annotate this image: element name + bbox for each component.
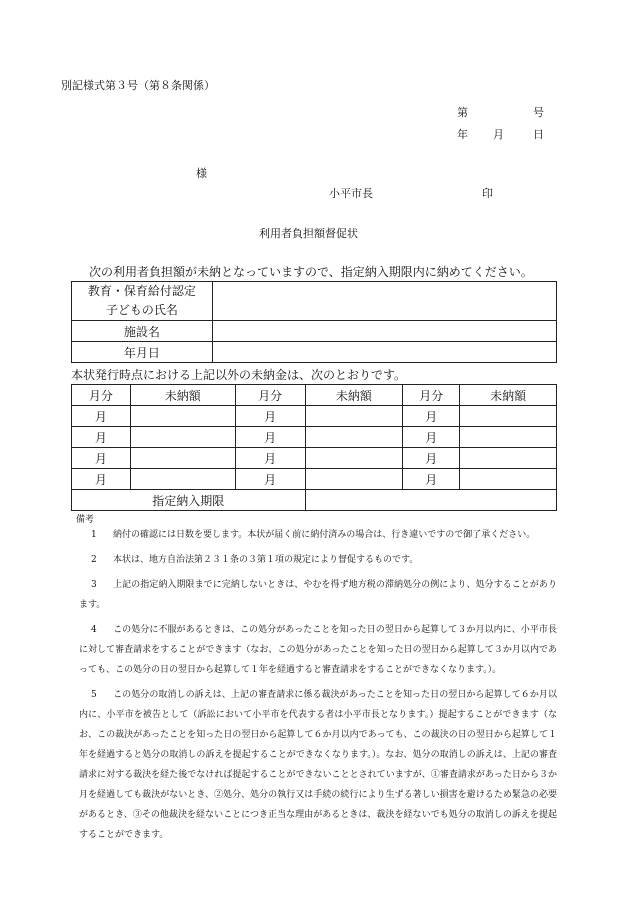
note-item: 5 この処分の取消しの訴えは、上記の審査請求に係る裁決があったことを知った日の翌日から起算して６か月以内に、小平市を被告として（訴訟において小平市を代表する者は小平市長となります。）提起することができます（なお、この裁決があったことを知った日の翌日から起算して６か月以内であっても、この裁決の日の翌日から起算して１年を経過すると処分の取消しの訴えを提起することができなくなります。）。なお、処分の取消しの訴えは、上記の審査請求に対する裁決を経た後でなければ提起することができないこととされていますが、①審査請求があった日から３か月を経過しても裁決がないとき、②処分、処分の執行又は手続の続行により生ずる著しい損害を避けるため緊急の必要があるとき、③その他裁決を経ないことにつき正当な理由があるときは、裁決を経ないでも処分の取消しの訴えを提起することができます。 (79, 690, 557, 840)
amount-cell (305, 469, 403, 490)
table-row (72, 321, 557, 342)
deadline-label: 指定納入期限 (72, 490, 306, 511)
table-row (72, 406, 557, 427)
month-cell: 月 (235, 406, 305, 427)
month-cell: 月 (72, 469, 131, 490)
table-row (72, 282, 557, 321)
amount-cell (460, 448, 557, 469)
amount-cell (130, 406, 235, 427)
date-year: 年 (457, 128, 468, 141)
document-title: 利用者負担額督促状 (259, 227, 358, 240)
unpaid-header-row (72, 385, 557, 406)
month-cell: 月 (235, 448, 305, 469)
month-cell: 月 (72, 406, 131, 427)
month-cell: 月 (403, 427, 460, 448)
month-cell: 月 (72, 448, 131, 469)
info-table (71, 281, 557, 363)
date-label: 年月日 (72, 342, 213, 363)
table-row (72, 342, 557, 363)
amount-header: 未納額 (305, 385, 403, 406)
date-value (212, 342, 556, 363)
date-day: 日 (533, 128, 544, 141)
notes-heading: 備考 (76, 515, 95, 525)
amount-cell (460, 469, 557, 490)
notes-list (79, 525, 557, 850)
note-item: 4 この処分に不服があるときは、この処分があったことを知った日の翌日から起算して３か月以内に、小平市長に対して審査請求をすることができます（なお、この処分があったことを知った日の翌日から起算して３か月以内であっても、この処分の日の翌日から起算して１年を経過すると審査請求をすることができなくなります。）。 (79, 625, 557, 675)
facility-value (212, 321, 556, 342)
unpaid-intro-text: 本状発行時点における上記以外の未納金は、次のとおりです。 (71, 368, 407, 382)
table-row (72, 469, 557, 490)
unpaid-table (71, 384, 557, 511)
child-name-label: 教育・保育給付認定 子どもの氏名 (72, 282, 213, 321)
amount-cell (305, 427, 403, 448)
month-header: 月分 (72, 385, 131, 406)
deadline-row (72, 490, 557, 511)
child-name-value (212, 282, 556, 321)
seal-mark: 印 (482, 187, 493, 200)
facility-label: 施設名 (72, 321, 213, 342)
month-header: 月分 (235, 385, 305, 406)
intro-text: 次の利用者負担額が未納となっていますので、指定納入期限内に納めてください。 (89, 265, 533, 279)
table-row (72, 448, 557, 469)
note-item: 1 納付の確認には日数を要します。本状が届く前に納付済みの場合は、行き違いですので御了承ください。 (91, 530, 536, 540)
month-cell: 月 (72, 427, 131, 448)
issuer-name: 小平市長 (329, 187, 373, 200)
addressee-suffix: 様 (196, 167, 207, 180)
table-row (72, 427, 557, 448)
month-cell: 月 (403, 406, 460, 427)
note-item: 3 上記の指定納入期限までに完納しないときは、やむを得ず地方税の滞納処分の例により、処分することがあります。 (79, 580, 557, 610)
amount-cell (130, 427, 235, 448)
number-suffix: 号 (533, 106, 544, 119)
month-cell: 月 (235, 427, 305, 448)
amount-cell (460, 406, 557, 427)
amount-cell (305, 406, 403, 427)
amount-header: 未納額 (460, 385, 557, 406)
number-prefix: 第 (457, 106, 468, 119)
month-header: 月分 (403, 385, 460, 406)
date-month: 月 (493, 128, 504, 141)
note-item: 2 本状は、地方自治法第２３１条の３第１項の規定により督促するものです。 (91, 555, 419, 565)
amount-header: 未納額 (130, 385, 235, 406)
amount-cell (130, 469, 235, 490)
amount-cell (305, 448, 403, 469)
month-cell: 月 (235, 469, 305, 490)
deadline-value (305, 490, 557, 511)
amount-cell (130, 448, 235, 469)
month-cell: 月 (403, 469, 460, 490)
amount-cell (460, 427, 557, 448)
month-cell: 月 (403, 448, 460, 469)
form-label: 別記様式第３号（第８条関係） (61, 79, 215, 92)
